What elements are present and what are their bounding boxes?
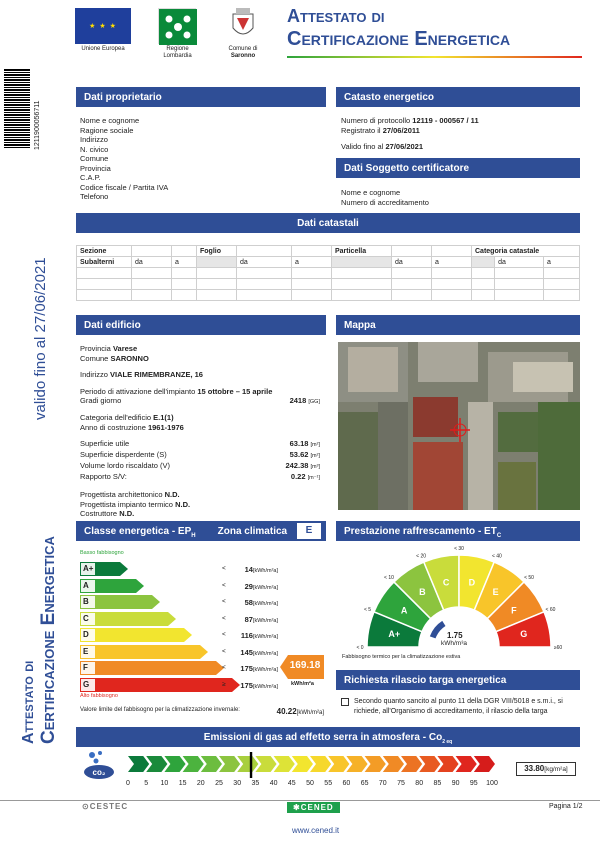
emission-segment [183, 756, 204, 772]
barcode-number: 1211900056711 [34, 100, 41, 150]
edificio-body [80, 344, 320, 519]
sidebar-title2: Certificazione Energetica [38, 536, 59, 744]
costruttore-line: Costruttore N.D. [80, 509, 135, 518]
eu-caption: Unione Europea [81, 46, 125, 52]
emission-segment [274, 756, 295, 772]
emission-value-box: 33.80[kg/m²a] [516, 762, 576, 776]
prog-imp-line: Progettista impianto termico N.D. [80, 499, 191, 509]
sidebar-validity: valido fino al 27/06/2021 [32, 257, 49, 420]
emission-segment [419, 756, 440, 772]
table-cell: Foglio [197, 246, 237, 257]
edificio-header: Dati edificio [76, 315, 326, 335]
energy-class-row [80, 678, 278, 692]
emission-segment [328, 756, 349, 772]
table-cell: a [432, 257, 472, 268]
energy-class-label: F [83, 663, 88, 672]
table-row [77, 246, 580, 257]
saronno-crest-icon [231, 8, 255, 42]
gauge-tick-label: < 60 [545, 607, 556, 614]
emission-tick-label: 15 [178, 780, 187, 787]
energy-class-label: G [83, 679, 90, 689]
protocol-line: Numero di protocollo 12119 - 000567 / 11 [341, 116, 479, 125]
energy-class-sign: < [222, 647, 226, 655]
emission-tick-label: 60 [342, 780, 351, 787]
emission-segment [128, 756, 149, 772]
emission-tick-label: 25 [215, 780, 223, 787]
emission-tick-label: 50 [306, 780, 314, 787]
field-label: Numero di accreditamento [341, 198, 429, 207]
richiesta-text [354, 697, 580, 717]
emission-segment [164, 756, 185, 772]
gauge-tick-label: ≥60 [553, 645, 563, 651]
field-label: Nome e cognome [341, 188, 401, 197]
gauge-tick-label: < 20 [416, 553, 427, 560]
energy-class-sign: < [222, 598, 226, 605]
field-label: Codice fiscale / Partita IVA [80, 182, 169, 192]
emission-segment [292, 756, 313, 772]
table-cell: Categoria catastale [472, 246, 580, 257]
emission-segment [146, 756, 167, 772]
energy-class-label: D [83, 630, 89, 639]
emissioni-header: Emissioni di gas ad effetto serra in atmosfera - $Co_{2 eq}$ [76, 727, 580, 747]
table-cell: a [292, 257, 332, 268]
table-cell: da [237, 257, 292, 268]
footer-divider [0, 800, 600, 801]
energy-class-label: B [83, 597, 89, 606]
table-cell: Sezione [77, 246, 132, 257]
energy-class-row [80, 645, 278, 659]
emission-tick-label: 5 [144, 780, 149, 787]
richiesta-text-line: Secondo quanto sancito al punto 11 della DGR VIII/5018 e s.m.i., si [354, 698, 563, 705]
soggetto-header: Dati Soggetto certificatore [336, 158, 580, 178]
energy-class-value: 175[kWh/m²a] [240, 664, 278, 673]
registered-line: Registrato il 27/06/2011 [341, 126, 420, 135]
richiesta-text-line: richiede, all'Organismo di accreditamento, il rilascio della targa [354, 708, 548, 715]
emission-tick-label: 80 [415, 780, 424, 787]
field-label: Nome e cognome [80, 116, 140, 125]
catasto-header: Catasto energetico [336, 87, 580, 107]
sidebar-title1: Attestato di [20, 660, 37, 744]
doc-title-line2: Certificazione Energetica [287, 28, 511, 50]
valid-line: Valido fino al 27/06/2021 [341, 142, 424, 151]
emission-tick-label: 75 [397, 780, 405, 787]
energy-class-value: 87[kWh/m²a] [244, 614, 278, 624]
gauge-segment-label: A+ [388, 629, 401, 640]
emission-tick-label: 20 [196, 780, 205, 787]
cooling-unit: kWh/m³a [441, 640, 467, 647]
limite-line: Valore limite del fabbisogno per la climatizzazione invernale: 40.22[kWh/m²a] [80, 707, 324, 716]
header [75, 8, 590, 63]
table-row [77, 290, 580, 301]
energy-class-value: 175[kWh/m²a] [240, 680, 278, 690]
energy-class-value: 145[kWh/m²a] [240, 647, 278, 657]
field-label: Comune [80, 154, 109, 163]
energy-class-arrow [80, 645, 208, 659]
gauge-tick-label: < 5 [363, 607, 372, 614]
table-cell: a [543, 257, 579, 268]
emission-tick-label: 35 [251, 780, 260, 787]
table-cell: da [392, 257, 432, 268]
comune-line: Comune SARONNO [80, 353, 149, 363]
cooling-caption: Fabbisogno termico per la climatizzazione estiva [342, 654, 461, 660]
energy-class-row [80, 579, 278, 593]
sup-utile-line: Superficie utile 63.18 [m²] [80, 439, 320, 448]
emission-segment [346, 756, 367, 772]
energy-class-sign: < [222, 664, 226, 671]
field-label: N. civico [80, 144, 109, 154]
field-label: Provincia [80, 163, 111, 173]
emission-segment [255, 756, 276, 772]
field-label: Ragione sociale [80, 125, 134, 135]
energy-class-row [80, 612, 278, 626]
prog-arch-line: Progettista architettonico N.D. [80, 490, 180, 499]
sup-disp-line: Superficie disperdente (S) 53.62 [m²] [80, 450, 320, 459]
table-row [77, 257, 580, 268]
raffrescamento-header: Prestazione raffrescamento - $ET_C$ [336, 521, 580, 541]
energy-class-row [80, 661, 278, 675]
energy-class-label: A+ [83, 564, 94, 573]
gauge-segment-label: B [419, 587, 426, 598]
table-cell: Particella [332, 246, 392, 257]
gauge-tick-label: < 50 [524, 574, 534, 581]
field-label: Indirizzo [80, 135, 108, 144]
emission-tick-label: 0 [126, 780, 130, 787]
gauge-segment-label: E [492, 587, 499, 598]
gradi-line: Gradi giorno 2418 [GG] [80, 396, 320, 405]
gauge-segment-label: C [442, 577, 450, 588]
energy-class-label: E [83, 646, 89, 656]
gauge-tick-label: < 40 [491, 553, 502, 560]
emission-tick-label: 10 [160, 780, 169, 787]
catastali-header: Dati catastali [76, 213, 580, 233]
emission-scale [120, 752, 505, 792]
gauge-tick-label: < 10 [384, 574, 394, 581]
gauge-tick-label: < 30 [454, 546, 464, 552]
energy-class-arrow [80, 612, 176, 626]
eu-flag-logo: ★ ★ ★ [75, 8, 131, 44]
volume-line: Volume lordo riscaldato (V) 242.38 [m³] [80, 461, 320, 470]
energy-class-sign: < [222, 565, 226, 572]
cooling-value: 1.75 [447, 631, 463, 640]
catastali-table [76, 245, 580, 301]
energy-class-sign: < [222, 581, 226, 589]
energy-class-arrow [80, 579, 144, 593]
emission-segment [219, 756, 240, 772]
energy-class-row [80, 628, 278, 642]
co2-cloud-icon [82, 748, 116, 780]
field-label: C.A.P. [80, 173, 101, 182]
emission-segment [474, 756, 495, 772]
energy-class-label: C [83, 613, 89, 623]
result-arrow [280, 655, 324, 679]
emission-tick-label: 100 [486, 780, 498, 787]
emission-tick-label: 45 [287, 780, 296, 787]
energy-class-arrow [80, 628, 192, 642]
energy-class-sign: < [222, 631, 226, 638]
rapporto-line: Rapporto S/V: 0.22 [m⁻¹] [80, 472, 320, 481]
energy-class-row [80, 595, 278, 609]
emission-tick-label: 55 [324, 780, 333, 787]
gauge-segment-label: D [468, 577, 476, 588]
energy-class-sign: < [222, 614, 226, 622]
emission-segment [365, 756, 386, 772]
energy-class-arrow [80, 562, 128, 576]
energy-class-value: 58[kWh/m²a] [244, 598, 278, 607]
energy-class-value: 116[kWh/m²a] [240, 631, 278, 640]
gauge-tick-label: < 0 [356, 645, 364, 651]
periodo-line: Periodo di attivazione dell'impianto 15 ottobre – 15 aprile [80, 386, 273, 396]
energy-class-value: 29[kWh/m²a] [244, 581, 278, 591]
gauge-segment-label: F [511, 605, 517, 616]
title-underline [287, 56, 582, 58]
emission-segment [437, 756, 458, 772]
doc-title-line1: Attestato di [287, 6, 385, 26]
energy-class-sign: ≥ [222, 680, 226, 688]
table-cell: da [495, 257, 544, 268]
result-value: 169.18 [289, 660, 321, 671]
emission-segment [237, 756, 258, 772]
energy-class-value: 14[kWh/m²a] [244, 565, 278, 574]
emission-tick-label: 65 [360, 780, 369, 787]
aerial-map [338, 342, 580, 510]
energy-class-arrow [80, 678, 240, 692]
energy-class-row [80, 562, 278, 576]
emission-segment [383, 756, 404, 772]
indirizzo-line: Indirizzo VIALE RIMEMBRANZE, 16 [80, 370, 203, 379]
energy-class-label: A [83, 580, 89, 590]
result-unit: kWh/m²a [291, 681, 314, 687]
field-label: Telefono [80, 192, 109, 201]
emission-segment [401, 756, 422, 772]
classe-header: Classe energetica - $EP_H$ Zona climatica [76, 521, 326, 541]
energy-class-arrow [80, 661, 224, 675]
lombardia-logo [158, 8, 196, 44]
emission-tick-label: 40 [269, 780, 278, 787]
gauge-segment-label: A [400, 605, 408, 616]
emission-tick-label: 95 [469, 780, 478, 787]
richiesta-checkbox[interactable] [341, 698, 349, 706]
emission-tick-label: 90 [451, 780, 460, 787]
basso-label: Basso fabbisogno [80, 550, 124, 556]
emission-marker [250, 752, 252, 778]
table-cell: da [132, 257, 172, 268]
proprietario-header: Dati proprietario [76, 87, 326, 107]
emission-tick-label: 70 [378, 780, 387, 787]
emission-segment [310, 756, 331, 772]
page-number: Pagina 1/2 [549, 803, 583, 810]
emission-segment [456, 756, 477, 772]
gauge-segment-label: G [520, 629, 528, 640]
website-link[interactable]: www.cened.it [292, 826, 340, 835]
barcode [4, 68, 30, 148]
richiesta-header: Richiesta rilascio targa energetica [336, 670, 580, 690]
emission-tick-label: 30 [233, 780, 242, 787]
alto-label: Alto fabbisogno [80, 693, 118, 699]
categoria-line: Categoria dell'edificio E.1(1) [80, 413, 174, 422]
svg-text:co₂: co₂ [92, 768, 106, 777]
emission-tick-label: 85 [433, 780, 442, 787]
lombardia-caption: Regione Lombardia [163, 46, 192, 59]
table-row [77, 268, 580, 279]
anno-line: Anno di costruzione 1961-1976 [80, 422, 184, 432]
mappa-header: Mappa [336, 315, 580, 335]
zona-badge: E [297, 523, 321, 539]
emission-segment [201, 756, 222, 772]
cened-logo: ✱CENED [287, 802, 340, 813]
table-row [77, 279, 580, 290]
provincia-line: Provincia Varese [80, 344, 138, 353]
cestec-logo: ⊙CESTEC [82, 802, 129, 811]
energy-class-arrow [80, 595, 160, 609]
table-cell: a [172, 257, 197, 268]
gauge-needle [433, 623, 444, 637]
table-cell: Subalterni [77, 257, 132, 268]
proprietario-fields [80, 116, 325, 202]
saronno-caption: Comune di Saronno [228, 46, 258, 59]
